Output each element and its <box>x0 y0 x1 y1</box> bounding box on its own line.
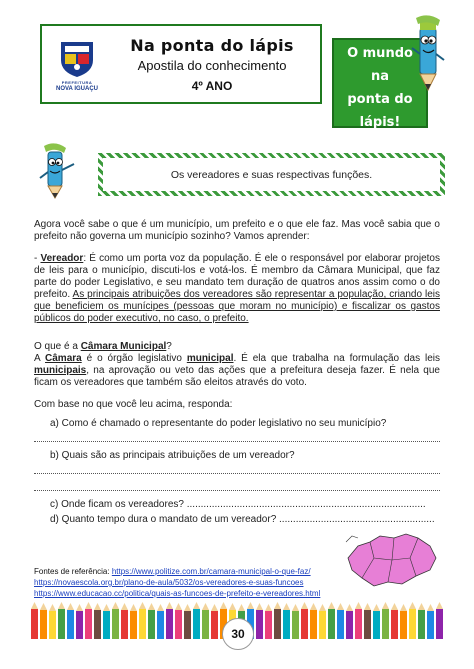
pencil-body <box>265 611 272 639</box>
pencil-tip <box>202 603 209 610</box>
pencil-body <box>202 610 209 639</box>
pencil-tip <box>292 604 299 611</box>
reference-link[interactable]: https://www.educacao.cc/politica/quais-as-funcoes-de-prefeito-e-vereadores.html <box>34 589 321 598</box>
pencil-body <box>211 611 218 639</box>
pencil-tip <box>139 602 146 609</box>
pencil-body <box>103 611 110 639</box>
logo-text-bottom: NOVA IGUAÇU <box>56 86 98 92</box>
crest-icon <box>59 38 95 78</box>
question-b: b) Quais são as principais atribuições de um vereador? <box>50 450 295 461</box>
pencil-body <box>85 609 92 639</box>
pencil-tip <box>112 602 119 609</box>
pencil-body <box>49 611 56 639</box>
prefeitura-logo <box>50 32 104 100</box>
reference-link[interactable]: https://www.politize.com.br/camara-municipal-o-que-faz/ <box>111 567 311 576</box>
pencil-body <box>58 609 65 639</box>
camara-question-start: O que é a <box>34 341 81 352</box>
pencil-tip <box>427 604 434 611</box>
pencil-body <box>355 609 362 639</box>
answer-line-a[interactable] <box>34 441 440 442</box>
pencil-body <box>328 609 335 639</box>
topic-text: Os vereadores e suas respectivas funções. <box>103 158 440 191</box>
camara-text: , na aprovação ou veto das ações que a prefeitura deseja fazer. É nela que ficam os vereadores que também são eleitos através do voto. <box>34 365 440 388</box>
pencil-tip <box>391 603 398 610</box>
pencil-tip <box>409 602 416 609</box>
pencil-tip <box>103 604 110 611</box>
camara-term: Câmara <box>45 353 82 364</box>
apostila-subtitle: Apostila do conhecimento <box>137 58 287 73</box>
references-label: Fontes de referência: <box>34 567 112 576</box>
pencil-body <box>409 609 416 639</box>
pencil-body <box>319 611 326 639</box>
municipal-term: municipal <box>186 353 234 364</box>
references <box>34 566 344 599</box>
logo-text-top: PREFEITURA <box>61 80 93 85</box>
pencil-body <box>292 611 299 639</box>
pencil-body <box>175 610 182 639</box>
pencil-tip <box>373 604 380 611</box>
pencil-tip <box>49 604 56 611</box>
pencil-tip <box>76 604 83 611</box>
pencil-body <box>166 609 173 639</box>
pencil-body <box>139 609 146 639</box>
apostila-title: Na ponta do lápis <box>130 36 294 55</box>
pencil-body <box>391 610 398 639</box>
camara-text: é o órgão legislativo <box>81 353 187 364</box>
slogan-line: ponta do <box>347 92 413 107</box>
camara-text: . É ela que trabalha na formulação das leis <box>233 353 440 364</box>
pencil-body <box>31 609 38 639</box>
pencil-tip <box>85 602 92 609</box>
camara-text: A <box>34 353 46 364</box>
pencil-tip <box>193 602 200 609</box>
pencil-tip <box>238 604 245 611</box>
pencil-tip <box>211 604 218 611</box>
pencil-tip <box>328 602 335 609</box>
pencil-body <box>148 610 155 639</box>
pencil-tip <box>31 602 38 609</box>
pencil-body <box>283 610 290 639</box>
pencil-body <box>40 610 47 639</box>
answer-line-b1[interactable] <box>34 473 440 474</box>
pencil-tip <box>148 603 155 610</box>
pencil-tip <box>319 604 326 611</box>
camara-question-term: Câmara Municipal <box>80 341 167 352</box>
pencil-tip <box>130 604 137 611</box>
pencil-mascot-icon <box>410 14 446 94</box>
slogan-line: O mundo <box>347 46 413 61</box>
pencil-body <box>67 610 74 639</box>
pencil-tip <box>256 603 263 610</box>
vereador-underlined-text: As principais atribuições dos vereadores são representar a população, criando leis que beneficiem os munícipes (pessoas que moram no município) e fiscalizar os gastos públicos do poder executivo, no caso, o prefeito. <box>34 289 440 324</box>
slogan-line: lápis! <box>359 115 401 130</box>
pencil-body <box>373 611 380 639</box>
vereador-term: Vereador <box>40 253 84 264</box>
dash: - <box>34 253 41 264</box>
pencil-tip <box>364 603 371 610</box>
answer-line-b2[interactable] <box>34 490 440 491</box>
pencil-body <box>184 611 191 639</box>
pencil-tip <box>436 602 443 609</box>
pencil-tip <box>310 603 317 610</box>
pencil-tip <box>355 602 362 609</box>
pencil-tip <box>175 603 182 610</box>
pencil-body <box>121 610 128 639</box>
municipality-map <box>344 528 440 590</box>
pencil-body <box>256 610 263 639</box>
pencil-tip <box>283 603 290 610</box>
pencil-tip <box>301 602 308 609</box>
pencil-body <box>436 609 443 639</box>
pencil-tip <box>247 602 254 609</box>
pencil-tip <box>40 603 47 610</box>
question-a: a) Como é chamado o representante do poder legislativo no seu município? <box>50 418 387 429</box>
page-number: 30 <box>222 618 254 650</box>
pencil-body <box>427 611 434 639</box>
pencil-body <box>346 611 353 639</box>
pencil-body <box>76 611 83 639</box>
pencil-body <box>400 611 407 639</box>
pencil-body <box>418 610 425 639</box>
pencil-tip <box>58 602 65 609</box>
camara-question-end: ? <box>166 341 172 352</box>
pencil-body <box>274 609 281 639</box>
pencil-tip <box>157 604 164 611</box>
pencil-tip <box>184 604 191 611</box>
camara-question <box>34 341 440 353</box>
reference-link[interactable]: https://novaescola.org.br/plano-de-aula/5032/os-vereadores-e-suas-funcoes <box>34 578 304 587</box>
grade-label: 4º ANO <box>191 79 233 93</box>
pencil-tip <box>94 603 101 610</box>
vereador-text: : É como um porta voz da população. É ele o responsável por elaborar projetos de leis para o município, discuti-los e votá-los. É membro da Câmara Municipal, que faz parte do poder Legislativo, e seu mandato tem duração de quatros anos assim como o do prefeito. <box>34 253 440 300</box>
instruction-text: Com base no que você leu acima, responda: <box>34 399 233 410</box>
pencil-body <box>94 610 101 639</box>
pencil-body <box>193 609 200 639</box>
pencil-tip <box>400 604 407 611</box>
pencil-tip <box>220 602 227 609</box>
question-c: c) Onde ficam os vereadores? ...................................................................................... <box>50 499 426 510</box>
slogan-line: na <box>370 69 390 84</box>
pencil-tip <box>166 602 173 609</box>
pencil-tip <box>121 603 128 610</box>
camara-paragraph <box>34 353 440 389</box>
municipais-term: municipais <box>34 365 87 376</box>
pencil-body <box>157 611 164 639</box>
pencil-tip <box>229 603 236 610</box>
pencil-body <box>337 610 344 639</box>
pencil-tip <box>382 602 389 609</box>
question-d: d) Quanto tempo dura o mandato de um vereador? ........................................................ <box>50 514 435 525</box>
pencil-tip <box>337 603 344 610</box>
pencil-mascot-icon <box>36 140 76 200</box>
topic-box <box>98 153 445 196</box>
pencil-body <box>301 609 308 639</box>
pencil-body <box>310 610 317 639</box>
vereador-paragraph <box>34 253 440 325</box>
pencil-body <box>112 609 119 639</box>
intro-paragraph: Agora você sabe o que é um município, um prefeito e o que ele faz. Mas você sabia que o prefeito não governa um município sozinho? Vamos aprender: <box>34 219 440 242</box>
pencil-tip <box>67 603 74 610</box>
pencil-tip <box>418 603 425 610</box>
pencil-tip <box>265 604 272 611</box>
pencil-tip <box>346 604 353 611</box>
pencil-tip <box>274 602 281 609</box>
pencil-body <box>130 611 137 639</box>
pencil-body <box>364 610 371 639</box>
pencil-body <box>382 609 389 639</box>
